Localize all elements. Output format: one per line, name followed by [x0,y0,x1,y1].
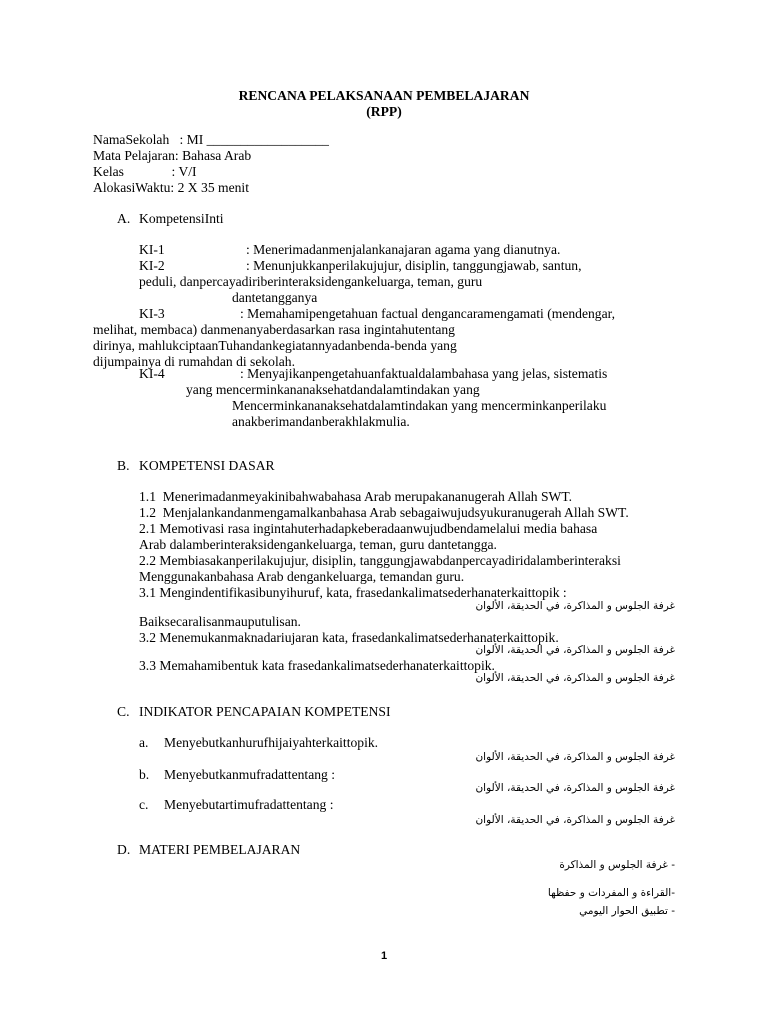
kd-3-3-arabic: غرفة الجلوس و المذاكرة، في الحديقة، الألوان [475,672,675,684]
section-a-title: KompetensiInti [139,211,224,226]
ki2-text: : Menunjukkanperilakujujur, disiplin, tanggungjawab, santun, [246,258,582,273]
indicator-b-marker: b. [139,767,150,782]
ki4-text-line3: Mencerminkananaksehatdalamtindakan yang mencerminkanperilaku [232,398,607,413]
kd-2-1: 2.1 Memotivasi rasa ingintahuterhadapkeberadaanwujudbendamelalui media bahasa [139,521,598,536]
ki4-text-line4: anakberimandanberakhlakmulia. [232,414,410,429]
ki2-text-line2: peduli, danpercayadiriberinteraksidengankeluarga, teman, guru [139,274,483,289]
kd-3-1-line2: Baiksecaralisanmauputulisan. [139,614,301,629]
document-subtitle: (RPP) [366,104,402,119]
class-field: Kelas : V/I [93,164,197,179]
ki3-text: : Memahamipengetahuan factual dengancaramengamati (mendengar, [240,306,615,321]
indicator-a-marker: a. [139,735,149,750]
ki3-text-line2: melihat, membaca) danmenanyaberdasarkan rasa ingintahutentang [93,322,455,337]
material-item-3: - تطبيق الحوار اليومي [579,905,675,917]
ki4-text-line2: yang mencerminkananaksehatdandalamtindakan yang [186,382,480,397]
section-a-marker: A. [117,211,131,226]
kd-1-2: 1.2 Menjalankandanmengamalkanbahasa Arab sebagaiwujudsyukuranugerah Allah SWT. [139,505,629,520]
indicator-c-marker: c. [139,797,149,812]
ki3-text-line4: dijumpainya di rumahdan di sekolah. [93,354,295,369]
kd-2-2: 2.2 Membiasakanperilakujujur, disiplin, tanggungjawabdanpercayadiridalamberinteraksi [139,553,621,568]
indicator-b-arabic: غرفة الجلوس و المذاكرة، في الحديقة، الألوان [475,782,675,794]
indicator-b-text: Menyebutkanmufradattentang : [164,767,335,782]
kd-2-1-line2: Arab dalamberinteraksidengankeluarga, teman, guru dantetangga. [139,537,497,552]
document-title: RENCANA PELAKSANAAN PEMBELAJARAN [238,88,530,103]
ki2-label: KI-2 [139,258,165,273]
page-number: 1 [380,950,388,962]
kd-3-1: 3.1 Mengindentifikasibunyihuruf, kata, frasedankalimatsederhanaterkaittopik : [139,585,567,600]
section-b-marker: B. [117,458,130,473]
section-b-title: KOMPETENSI DASAR [139,458,275,473]
time-allocation-field: AlokasiWaktu: 2 X 35 menit [93,180,249,195]
ki2-text-line3: dantetangganya [232,290,318,305]
school-field: NamaSekolah : MI __________________ [93,132,329,147]
material-item-1: - غرفة الجلوس و المذاكرة [559,859,675,871]
ki3-label: KI-3 [139,306,165,321]
subject-field: Mata Pelajaran: Bahasa Arab [93,148,252,163]
section-c-marker: C. [117,704,130,719]
section-d-title: MATERI PEMBELAJARAN [139,842,301,857]
kd-3-1-arabic: غرفة الجلوس و المذاكرة، في الحديقة، الألوان [475,600,675,612]
indicator-c-arabic: غرفة الجلوس و المذاكرة، في الحديقة، الألوان [475,814,675,826]
kd-2-2-line2: Menggunakanbahasa Arab dengankeluarga, temandan guru. [139,569,465,584]
ki4-text: : Menyajikanpengetahuanfaktualdalambahasa yang jelas, sistematis [240,366,608,381]
kd-3-3: 3.3 Memahamibentuk kata frasedankalimatsederhanaterkaittopik. [139,658,495,673]
indicator-a-arabic: غرفة الجلوس و المذاكرة، في الحديقة، الألوان [475,751,675,763]
section-d-marker: D. [117,842,131,857]
kd-1-1: 1.1 Menerimadanmeyakinibahwabahasa Arab merupakananugerah Allah SWT. [139,489,573,504]
section-c-title: INDIKATOR PENCAPAIAN KOMPETENSI [139,704,391,719]
ki4-label: KI-4 [139,366,165,381]
indicator-a-text: Menyebutkanhurufhijaiyahterkaittopik. [164,735,379,750]
indicator-c-text: Menyebutartimufradattentang : [164,797,334,812]
ki1-text: : Menerimadanmenjalankanajaran agama yang dianutnya. [246,242,561,257]
kd-3-2: 3.2 Menemukanmaknadariujaran kata, frasedankalimatsederhanaterkaittopik. [139,630,559,645]
ki1-label: KI-1 [139,242,165,257]
kd-3-2-arabic: غرفة الجلوس و المذاكرة، في الحديقة، الألوان [475,644,675,656]
ki3-text-line3: dirinya, mahlukciptaanTuhandankegiatannyadanbenda-benda yang [93,338,457,353]
material-item-2: -القراءة و المفردات و حفظها [547,887,675,899]
